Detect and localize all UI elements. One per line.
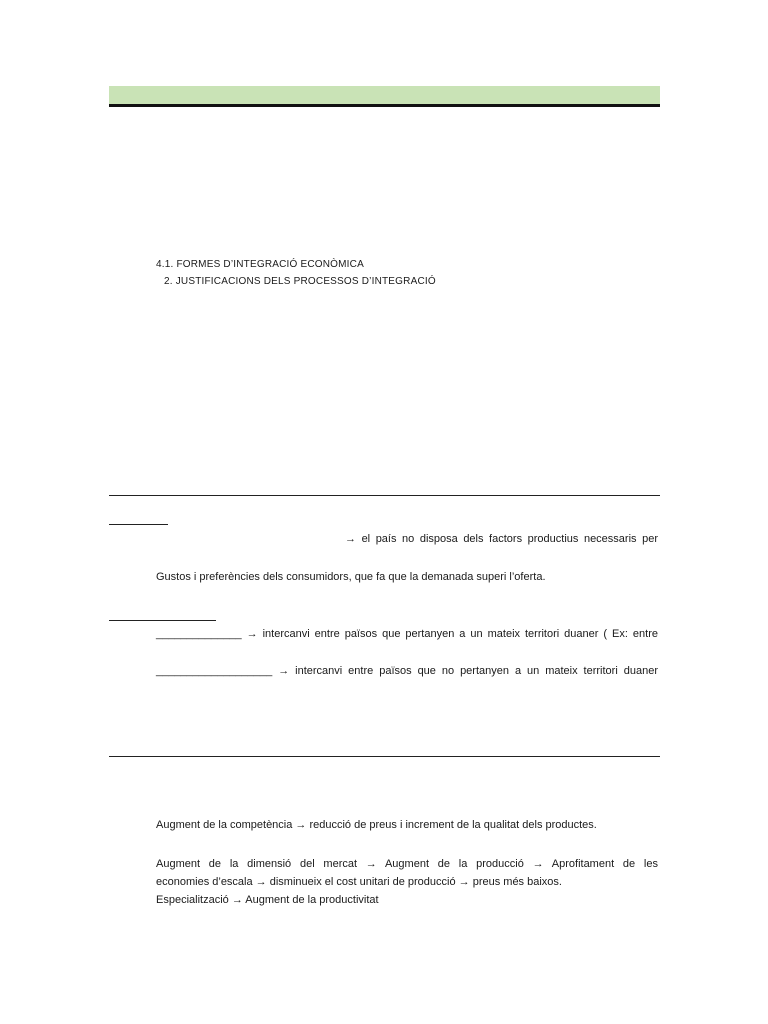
toc-item-1: 4.1. FORMES D’INTEGRACIÓ ECONÒMICA — [156, 259, 364, 270]
toc-item-2: 2. JUSTIFICACIONS DELS PROCESSOS D’INTEGRACIÓ — [164, 276, 436, 287]
text-line: Gustos i preferències dels consumidors, que fa que la demanada superi l’oferta. — [156, 571, 546, 583]
text-line: Augment de la competència → reducció de preus i increment de la qualitat dels productes. — [156, 819, 597, 831]
header-rule — [109, 104, 660, 107]
header-band — [109, 86, 660, 104]
text-line: Augment de la dimensió del mercat → Augment de la producció → Aprofitament de les — [156, 858, 658, 870]
section-divider-2 — [109, 756, 660, 757]
section-divider-1 — [109, 495, 660, 496]
text-line: → el país no disposa dels factors productius necessaris per — [345, 533, 658, 545]
text-line: Especialització → Augment de la productivitat — [156, 894, 379, 906]
blank-heading-rule-1 — [109, 524, 168, 525]
text-line: economies d’escala → disminueix el cost unitari de producció → preus més baixos. — [156, 876, 562, 888]
text-line: ___________________ → intercanvi entre països que no pertanyen a un mateix territori duaner — [156, 665, 658, 677]
blank-heading-rule-2 — [109, 620, 216, 621]
text-line: ______________ → intercanvi entre països que pertanyen a un mateix territori duaner ( Ex: entre — [156, 628, 658, 640]
